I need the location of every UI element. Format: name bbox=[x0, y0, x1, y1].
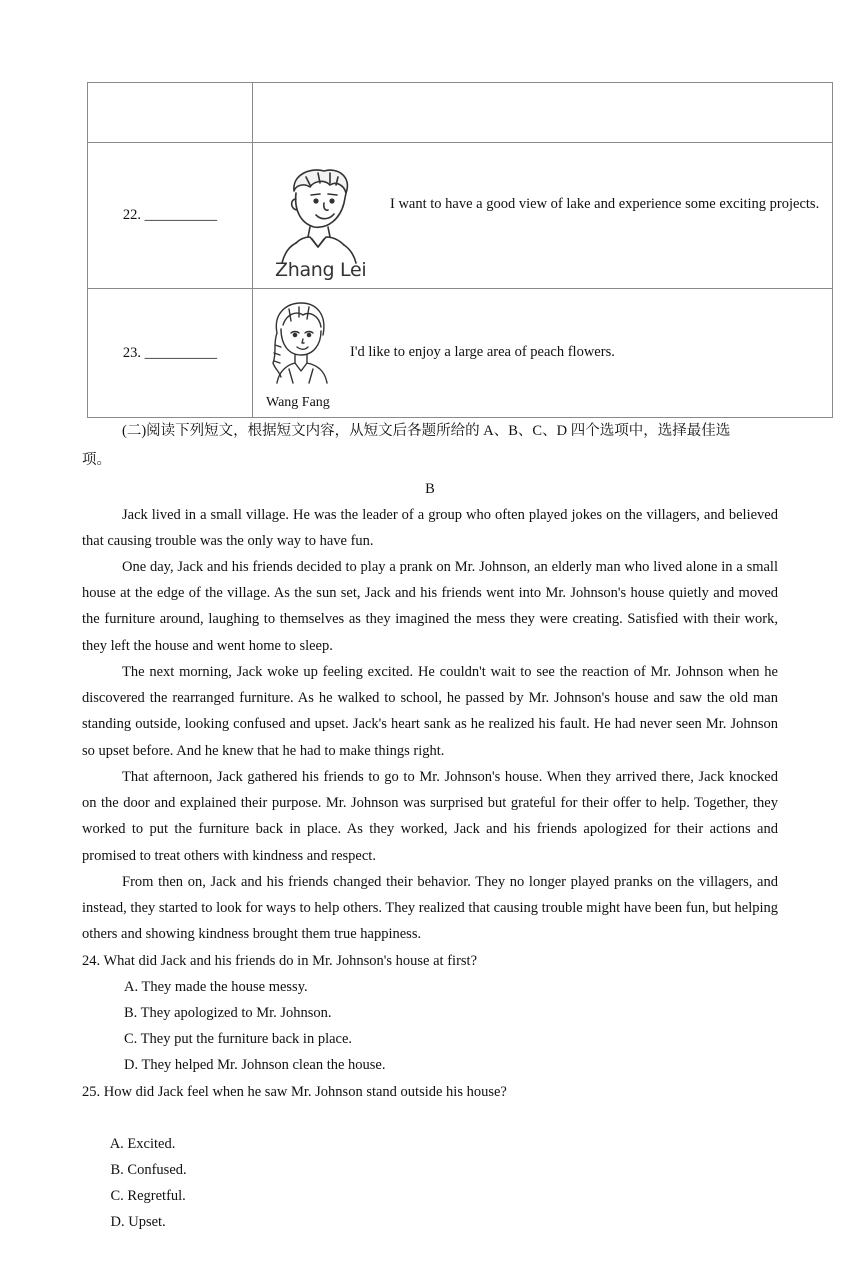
instruction-line-1: (二)阅读下列短文，根据短文内容，从短文后各题所给的 A、B、C、D 四个选项中，选择最佳选 bbox=[122, 423, 731, 439]
passage-label: B bbox=[425, 481, 435, 497]
avatar-name: Wang Fang bbox=[266, 395, 330, 410]
table-cell-person bbox=[253, 289, 833, 418]
table-row bbox=[88, 143, 833, 289]
avatar-name: Zhang Lei bbox=[275, 259, 367, 281]
speech-text: I'd like to enjoy a large area of peach flowers. bbox=[350, 344, 615, 360]
table-cell-number bbox=[88, 83, 253, 143]
passage-paragraph: The next morning, Jack woke up feeling excited. He couldn't wait to see the reaction of Mr. Johnson when he discovered the rearranged furniture. As he walked to school, he passed by Mr. Johnson's house and saw the old man standing outside, looking confused and upset. Jack's heart sank as he realized his fault. He had never seen Mr. Johnson so upset before. And he knew that he had to make things right. bbox=[82, 664, 778, 759]
table-row bbox=[88, 289, 833, 418]
section-instruction bbox=[82, 418, 778, 444]
question-stem-24: 24. What did Jack and his friends do in Mr. Johnson's house at first? bbox=[82, 953, 478, 969]
option-25-c[interactable]: C. Regretful. bbox=[110, 1188, 186, 1204]
instruction-line-2: 项。 bbox=[82, 452, 111, 468]
answer-blank-23[interactable]: 23. __________ bbox=[88, 289, 253, 418]
option-24-b[interactable]: B. They apologized to Mr. Johnson. bbox=[124, 1005, 332, 1021]
option-25-d[interactable]: D. Upset. bbox=[110, 1214, 166, 1230]
passage-paragraph: One day, Jack and his friends decided to play a prank on Mr. Johnson, an elderly man who lived alone in a small house at the edge of the village. As the sun set, Jack and his friends went into Mr. Johnson's house quietly and moved the furniture around, laughing to themselves as they imagined the mess they were creating. Satisfied with their work, they left the house and went home to sleep. bbox=[82, 559, 778, 654]
option-25-b[interactable]: B. Confused. bbox=[110, 1162, 187, 1178]
option-24-a[interactable]: A. They made the house messy. bbox=[124, 979, 308, 995]
girl-portrait-icon bbox=[263, 299, 335, 387]
option-24-d[interactable]: D. They helped Mr. Johnson clean the house. bbox=[124, 1057, 386, 1073]
passage-paragraph: From then on, Jack and his friends changed their behavior. They no longer played pranks on the villagers, and instead, they started to look for ways to help others. They realized that causing trouble might have been fun, but helping others and showing kindness brought them true happiness. bbox=[82, 874, 778, 943]
speech-text: I want to have a good view of lake and experience some exciting projects. bbox=[390, 196, 820, 212]
table-cell-text bbox=[253, 83, 833, 143]
matching-table bbox=[87, 82, 833, 418]
option-24-c[interactable]: C. They put the furniture back in place. bbox=[124, 1031, 353, 1047]
table-cell-person bbox=[253, 143, 833, 289]
options-row-25 bbox=[96, 1105, 211, 1261]
question-stem-25: 25. How did Jack feel when he saw Mr. Johnson stand outside his house? bbox=[82, 1084, 507, 1100]
answer-blank-22[interactable]: 22. __________ bbox=[88, 143, 253, 289]
table-row bbox=[88, 83, 833, 143]
option-25-a[interactable]: A. Excited. bbox=[109, 1136, 176, 1152]
passage-paragraph: That afternoon, Jack gathered his friends to go to Mr. Johnson's house. When they arrived there, Jack knocked on the door and explained their purpose. Mr. Johnson was surprised but grateful for their offer to help. Together, they worked to put the furniture back in place. As they worked, Jack and his friends apologized for their actions and promised to treat others with kindness and respect. bbox=[82, 769, 778, 864]
passage-paragraph: Jack lived in a small village. He was the leader of a group who often played jokes on the villagers, and believed that causing trouble was the only way to have fun. bbox=[82, 507, 778, 550]
